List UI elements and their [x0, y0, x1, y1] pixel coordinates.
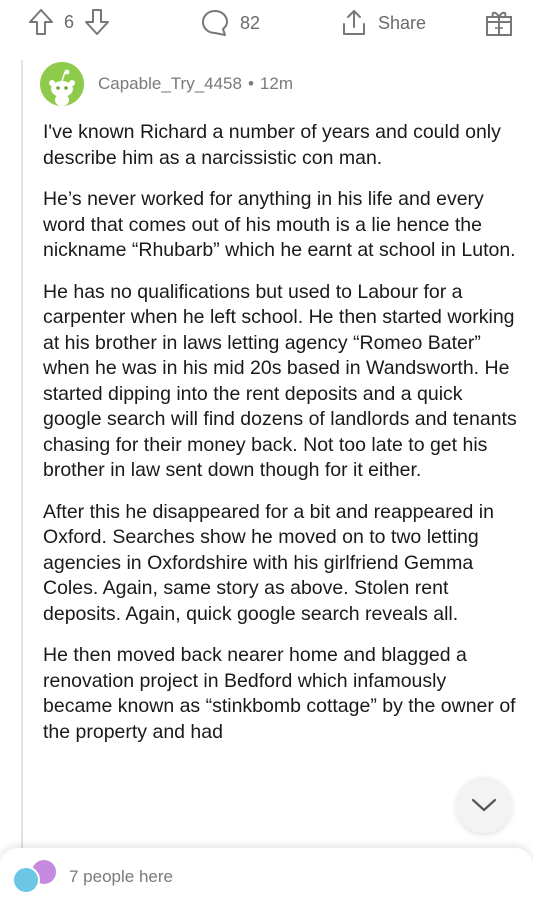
post-action-bar — [0, 0, 533, 48]
comment-body — [43, 120, 518, 761]
comment-thread-line[interactable] — [21, 60, 23, 900]
presence-avatar — [12, 866, 40, 894]
vote-count: 6 — [64, 11, 75, 32]
scroll-to-next-button[interactable] — [456, 777, 512, 833]
comment-paragraph: He’s never worked for anything in his life and every word that comes out of his mouth is a lie hence the nickname “Rhubarb” which he earnt at school in Luton. — [43, 188, 516, 261]
arrow-down-icon — [84, 8, 110, 36]
avatar[interactable] — [40, 62, 84, 106]
comment-paragraph: I've known Richard a number of years and could only describe him as a narcissistic con man. — [43, 121, 501, 169]
share-button[interactable] — [340, 8, 426, 38]
chevron-down-icon — [470, 796, 498, 814]
share-label: Share — [378, 12, 427, 33]
presence-bar[interactable] — [0, 848, 533, 900]
comment-bubble-icon — [200, 8, 230, 38]
comment-timestamp: 12m — [259, 74, 293, 93]
comment-header — [40, 62, 293, 106]
presence-count-text: 7 people here — [69, 867, 173, 886]
vote-controls — [28, 8, 110, 36]
downvote-button[interactable] — [84, 8, 110, 36]
comment-username[interactable]: Capable_Try_4458 — [98, 74, 242, 93]
comment-paragraph: He then moved back nearer home and blagged a renovation project in Bedford which infamously became known as “stinkbomb cottage” by the owner of the property and had — [43, 644, 516, 743]
comment-paragraph: He has no qualifications but used to Labour for a carpenter when he left school. He then started working at his brother in laws letting agency “Romeo Bater” when he was in his mid 20s based in Wandsworth. He started dipping into the rent deposits and a quick google search will find dozens of landlords and tenants chasing for their money back. Not too late to get his brother in law sent down though for it either. — [43, 280, 517, 481]
comment-count: 82 — [240, 12, 261, 33]
comment-paragraph: After this he disappeared for a bit and reappeared in Oxford. Searches show he moved on to two letting agencies in Oxfordshire with his girlfriend Gemma Coles. Again, same story as above. Stolen rent deposits. Again, quick google search reveals all. — [43, 500, 494, 625]
award-button[interactable] — [484, 8, 514, 38]
meta-separator: • — [247, 74, 254, 93]
comments-button[interactable] — [200, 8, 260, 38]
arrow-up-icon — [28, 8, 54, 36]
snoo-avatar-icon — [40, 62, 84, 106]
share-icon — [340, 8, 368, 38]
presence-avatars — [12, 858, 56, 894]
upvote-button[interactable] — [28, 8, 54, 36]
award-gift-icon — [484, 8, 514, 38]
